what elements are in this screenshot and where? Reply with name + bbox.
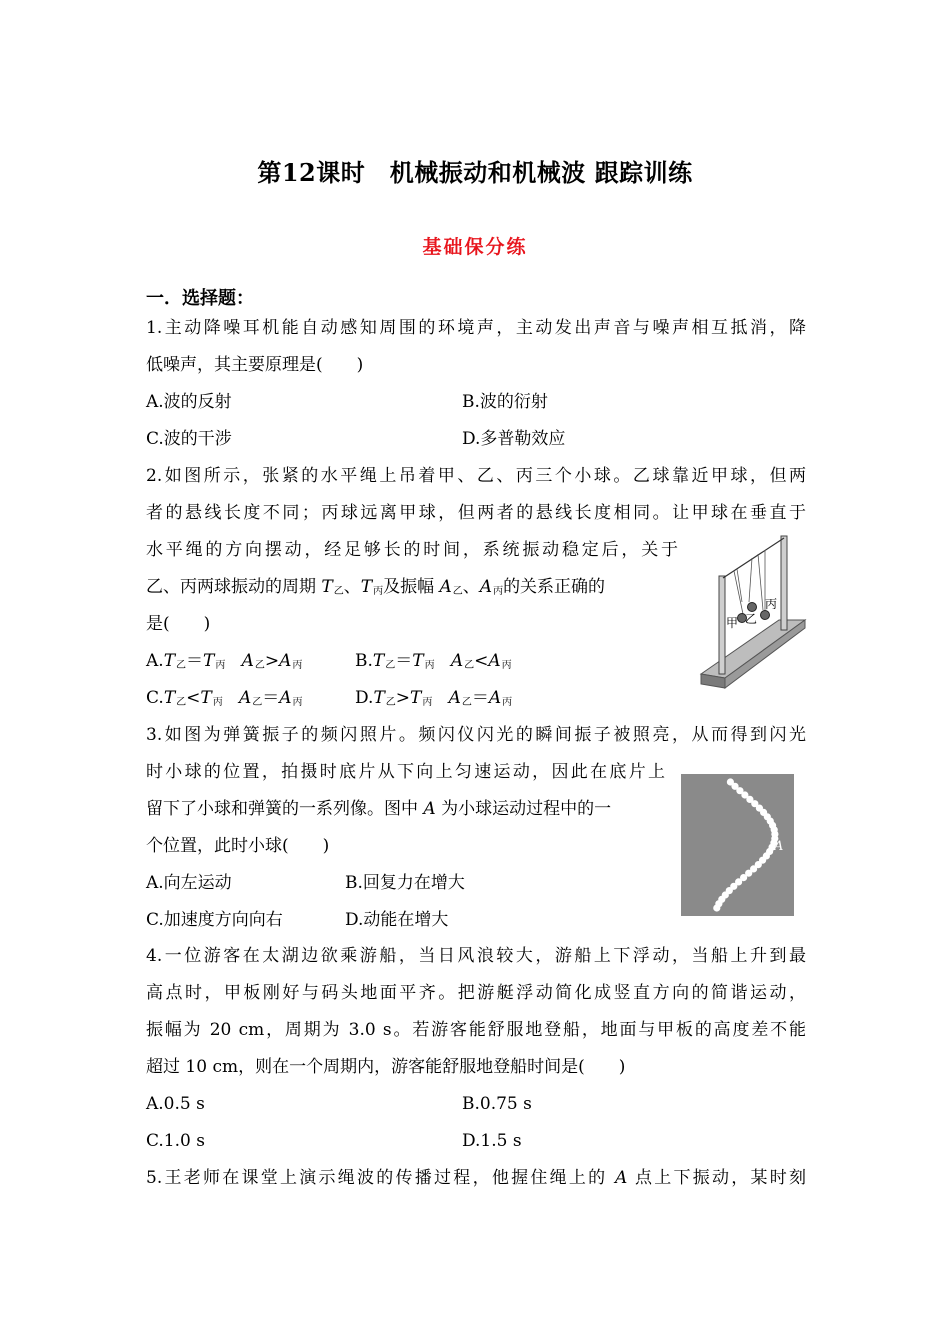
page-title: 第12课时 机械振动和机械波 跟踪训练: [257, 158, 693, 187]
ball-yi: [748, 603, 757, 612]
q2-line-4: 乙、丙两球振动的周期 $T_乙$、$T_丙$及振幅 $A_乙$、$A_丙$的关系正确的: [146, 577, 606, 597]
q3-line-3: 留下了小球和弹簧的一系列像。图中 A 为小球运动过程中的一: [146, 799, 612, 819]
q4-line-3: 振幅为 20 cm，周期为 3.0 s。若游客能舒服地登船，地面与甲板的高度差不能: [146, 1020, 806, 1040]
q4-option-b: B.0.75 s: [462, 1094, 532, 1114]
q2-option-b: $B.T_乙=T_丙$ $A_乙<A_丙$: [355, 651, 512, 671]
q3-line-4: 个位置，此时小球( ): [146, 836, 330, 856]
q1-option-d: D.多普勒效应: [462, 429, 566, 449]
pendulum-figure: [695, 532, 807, 692]
q4-option-c: C.1.0 s: [146, 1131, 205, 1151]
q4-line-4: 超过 10 cm，则在一个周期内，游客能舒服地登船时间是( ): [146, 1057, 626, 1077]
q1-line-2: 低噪声，其主要原理是( ): [146, 355, 364, 375]
strobe-dot: [727, 778, 734, 785]
q1-line-1: 1.主动降噪耳机能自动感知周围的环境声，主动发出声音与噪声相互抵消，降: [146, 318, 806, 338]
q1-option-b: B.波的衍射: [462, 392, 548, 412]
strobe-photo-figure: [681, 774, 794, 916]
q3-line-1: 3.如图为弹簧振子的频闪照片。频闪仪闪光的瞬间振子被照亮，从而得到闪光: [146, 725, 806, 745]
q2-line-1: 2.如图所示，张紧的水平绳上吊着甲、乙、丙三个小球。乙球靠近甲球，但两: [146, 466, 806, 486]
q4-option-d: D.1.5 s: [462, 1131, 522, 1151]
q2-option-d: $D.T_乙>T_丙$ $A_乙=A_丙$: [355, 688, 513, 708]
q3-option-b: B.回复力在增大: [345, 873, 465, 893]
label-jia: 甲: [726, 616, 739, 630]
section-heading: 一．选择题：: [146, 288, 254, 309]
q3-option-d: D.动能在增大: [345, 910, 449, 930]
figure-label-a: A: [774, 839, 784, 854]
q3-option-c: C.加速度方向向右: [146, 910, 283, 930]
q4-line-1: 4.一位游客在太湖边欲乘游船，当日风浪较大，游船上下浮动，当船上升到最: [146, 946, 806, 966]
page-subtitle: 基础保分练: [422, 236, 528, 258]
q2-option-a: $A.T_乙=T_丙$ $A_乙>A_丙$: [146, 651, 303, 671]
q3-line-2: 时小球的位置，拍摄时底片从下向上匀速运动，因此在底片上: [146, 762, 665, 782]
label-bing: 丙: [765, 597, 778, 611]
q4-line-2: 高点时，甲板刚好与码头地面平齐。把游艇浮动简化成竖直方向的简谐运动，: [146, 983, 806, 1003]
ball-bing: [761, 611, 770, 620]
q3-option-a: A.向左运动: [146, 873, 232, 893]
q1-option-c: C.波的干涉: [146, 429, 232, 449]
q2-line-2: 者的悬线长度不同；丙球远离甲球，但两者的悬线长度相同。让甲球在垂直于: [146, 503, 806, 523]
q2-option-c: $C.T_乙<T_丙$ $A_乙=A_丙$: [146, 688, 303, 708]
q2-line-5: 是( ): [146, 614, 211, 634]
label-yi: 乙: [745, 612, 758, 626]
q5-line-1: 5.王老师在课堂上演示绳波的传播过程，他握住绳上的 A 点上下振动，某时刻: [146, 1168, 807, 1188]
q1-option-a: A.波的反射: [146, 392, 232, 412]
q4-option-a: A.0.5 s: [146, 1094, 205, 1114]
q2-line-3: 水平绳的方向摆动，经足够长的时间，系统振动稳定后，关于: [146, 540, 678, 560]
